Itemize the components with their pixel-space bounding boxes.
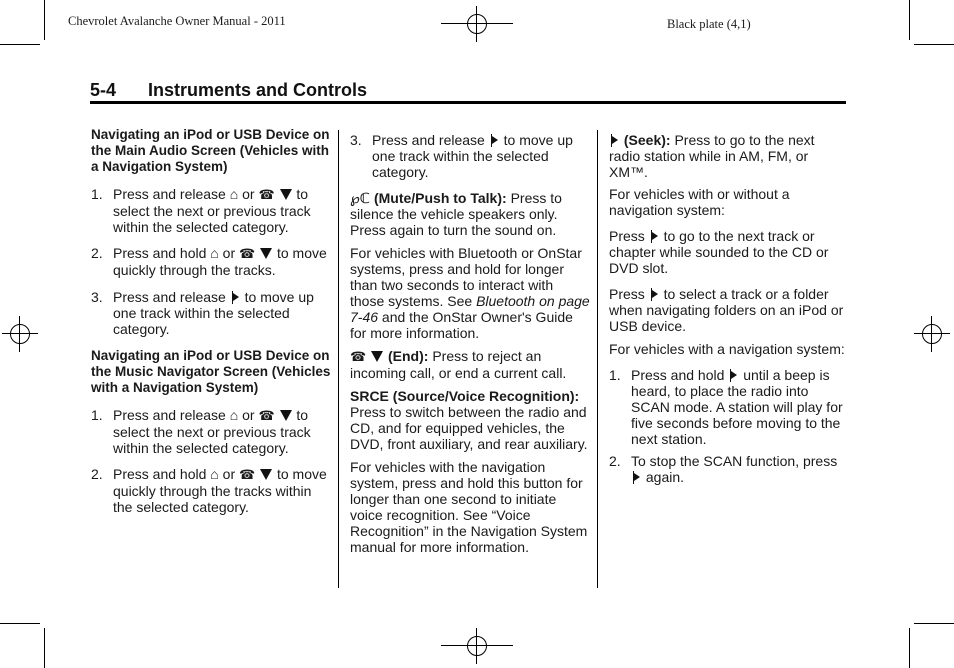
- column-3: [609, 132, 849, 485]
- seek-icon: [610, 134, 619, 147]
- with-without-nav-paragraph: For vehicles with or without a navigation system:: [609, 186, 790, 218]
- list-item: 2. Press and hold ⌂ or ☎ to move quickly through the tracks.: [91, 245, 327, 278]
- seek-icon: [650, 288, 659, 301]
- phone-icon: ☎: [258, 408, 275, 423]
- section-number: 5-4: [90, 80, 117, 100]
- up-arrow-icon: ⌂: [210, 245, 219, 261]
- list-item: 1. Press and release ⌂ or ☎ to select the next or previous track within the selected category.: [91, 186, 311, 235]
- list-item: 3. Press and release to move up one track within the selected category.: [350, 132, 573, 180]
- crop-mark: [914, 44, 954, 45]
- up-arrow-icon: ⌂: [210, 466, 219, 482]
- down-arrow-icon: [280, 410, 292, 421]
- phone-icon: ☎: [239, 467, 256, 482]
- column-1: [91, 127, 331, 515]
- subheading-music-navigator: Navigating an iPod or USB Device on the Music Navigator Screen (Vehicles with a Navigation System): [91, 348, 331, 395]
- seek-paragraph: (Seek): Press to go to the next radio station while in AM, FM, or XM™.: [609, 132, 815, 180]
- down-arrow-icon: [371, 351, 383, 362]
- list-item: 1. Press and hold until a beep is heard, to place the radio into SCAN mode. A station will play for five seconds before moving to the next station.: [609, 367, 843, 447]
- down-arrow-icon: [260, 469, 272, 480]
- phone-icon: ☎: [239, 246, 256, 261]
- registration-mark: [459, 628, 495, 664]
- registration-mark: [459, 6, 495, 42]
- down-arrow-icon: [280, 189, 292, 200]
- phone-icon: ☎: [258, 187, 275, 202]
- column-divider: [338, 130, 339, 588]
- up-arrow-icon: ⌂: [229, 407, 239, 423]
- section-title: Instruments and Controls: [148, 80, 368, 100]
- nav-system-paragraph: For vehicles with a navigation system:: [609, 341, 845, 357]
- seek-icon: [231, 291, 240, 304]
- bluetooth-link[interactable]: Bluetooth on page 7-46: [350, 293, 590, 325]
- list-item: 3. Press and release to move up one track within the selected category.: [91, 289, 314, 337]
- list-item: 2. To stop the SCAN function, press again.: [609, 453, 838, 485]
- crop-mark: [44, 0, 45, 40]
- folder-paragraph: Press to select a track or a folder when navigating folders on an iPod or USB device.: [609, 286, 844, 334]
- registration-mark: [914, 316, 950, 352]
- column-divider: [597, 130, 598, 588]
- list-item: 2. Press and hold ⌂ or ☎ to move quickly through the tracks within the selected category.: [91, 466, 327, 515]
- plate-label: Black plate (4,1): [667, 17, 751, 31]
- crop-mark: [914, 623, 954, 624]
- crop-mark: [909, 0, 910, 40]
- title-rule: [90, 101, 846, 104]
- crop-mark: [0, 623, 40, 624]
- end-paragraph: ☎ (End): Press to reject an incoming call, or end a current call.: [350, 348, 567, 381]
- mute-talk-icon: ℘ℂ: [350, 190, 371, 206]
- registration-mark: [2, 316, 38, 352]
- manual-title: Chevrolet Avalanche Owner Manual - 2011: [68, 14, 286, 28]
- next-track-paragraph: Press to go to the next track or chapter while sounded to the CD or DVD slot.: [609, 228, 829, 276]
- seek-icon: [632, 471, 641, 484]
- bluetooth-paragraph: For vehicles with Bluetooth or OnStar systems, press and hold for longer than two seconds to interact with those systems. See Bluetooth on page 7-46 and the OnStar Owner's Guide for more information.: [350, 245, 590, 341]
- up-arrow-icon: ⌂: [229, 186, 239, 202]
- seek-icon: [729, 369, 738, 382]
- seek-icon: [650, 230, 659, 243]
- column-2: [350, 132, 590, 555]
- mute-paragraph: ℘ℂ (Mute/Push to Talk): Press to silence the vehicle speakers only. Press again to turn the sound on.: [350, 190, 562, 238]
- subheading-main-audio: Navigating an iPod or USB Device on the Main Audio Screen (Vehicles with a Navigation System): [91, 127, 330, 174]
- crop-mark: [909, 628, 910, 668]
- crop-mark: [44, 628, 45, 668]
- srce-paragraph: SRCE (Source/Voice Recognition): Press to switch between the radio and CD, and for equipped vehicles, the DVD, front auxiliary, and rear auxiliary.: [350, 388, 588, 452]
- crop-mark: [0, 44, 40, 45]
- voice-recognition-paragraph: For vehicles with the navigation system, press and hold this button for longer than one second to initiate voice recognition. See “Voice Recognition” in the Navigation System manual for more information.: [350, 459, 588, 555]
- phone-icon: ☎: [350, 349, 367, 364]
- down-arrow-icon: [260, 248, 272, 259]
- list-item: 1. Press and release ⌂ or ☎ to select the next or previous track within the selected category.: [91, 407, 311, 456]
- seek-icon: [490, 134, 499, 147]
